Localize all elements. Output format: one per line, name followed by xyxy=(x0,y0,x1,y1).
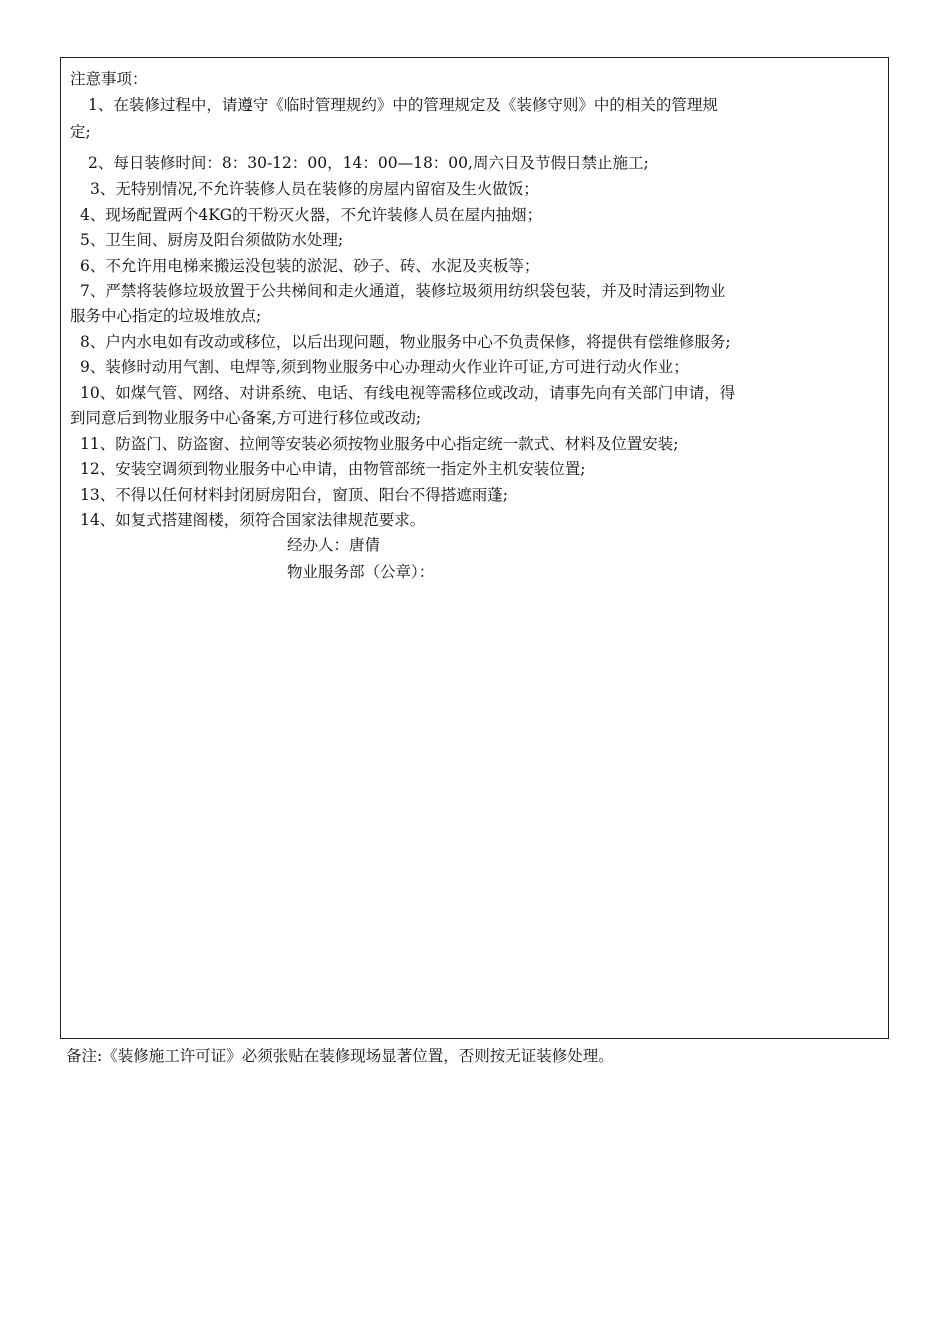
rule-5: 5、卫生间、厨房及阳台须做防水处理; xyxy=(80,231,344,249)
rule-7-line-1: 7、严禁将装修垃圾放置于公共梯间和走火通道，装修垃圾须用纺织袋包装，并及时清运到物业 xyxy=(80,282,726,300)
rule-8: 8、户内水电如有改动或移位，以后出现问题，物业服务中心不负责保修，将提供有偿维修服务; xyxy=(80,333,731,351)
rule-4: 4、现场配置两个4KG的干粉灭火器，不允许装修人员在屋内抽烟； xyxy=(80,206,543,224)
department-seal-label: 物业服务部（公章）： xyxy=(287,563,435,581)
rule-11: 11、防盗门、防盗窗、拉闸等安装必须按物业服务中心指定统一款式、材料及位置安装; xyxy=(80,435,679,453)
rule-10-line-2: 到同意后到物业服务中心备案,方可进行移位或改动; xyxy=(70,409,422,427)
rule-1-line-1: 1、在装修过程中，请遵守《临时管理规约》中的管理规定及《装修守则》中的相关的管理规 xyxy=(88,96,718,114)
rule-6: 6、不允许用电梯来搬运没包装的淤泥、砂子、砖、水泥及夹板等； xyxy=(80,257,540,275)
notice-box xyxy=(60,57,889,1039)
rule-14: 14、如复式搭建阁楼，须符合国家法律规范要求。 xyxy=(80,511,426,529)
rule-13: 13、不得以任何材料封闭厨房阳台，窗顶、阳台不得搭遮雨蓬; xyxy=(80,486,508,504)
handler-label: 经办人：唐倩 xyxy=(287,536,381,554)
rule-2: 2、每日装修时间：8：30-12：00，14：00—18：00,周六日及节假日禁止施工; xyxy=(88,154,649,172)
rule-10-line-1: 10、如煤气管、网络、对讲系统、电话、有线电视等需移位或改动，请事先向有关部门申请，得 xyxy=(80,384,736,402)
rule-3: 3、无特别情况,不允许装修人员在装修的房屋内留宿及生火做饭； xyxy=(90,180,539,198)
rule-12: 12、安装空调须到物业服务中心申请，由物管部统一指定外主机安装位置; xyxy=(80,460,586,478)
rule-1-line-2: 定; xyxy=(70,123,91,141)
rule-7-line-2: 服务中心指定的垃圾堆放点; xyxy=(70,307,262,325)
notice-heading: 注意事项： xyxy=(70,70,148,88)
rule-9: 9、装修时动用气割、电焊等,须到物业服务中心办理动火作业许可证,方可进行动火作业； xyxy=(80,358,689,376)
footer-note: 备注:《装修施工许可证》必须张贴在装修现场显著位置，否则按无证装修处理。 xyxy=(66,1047,614,1065)
